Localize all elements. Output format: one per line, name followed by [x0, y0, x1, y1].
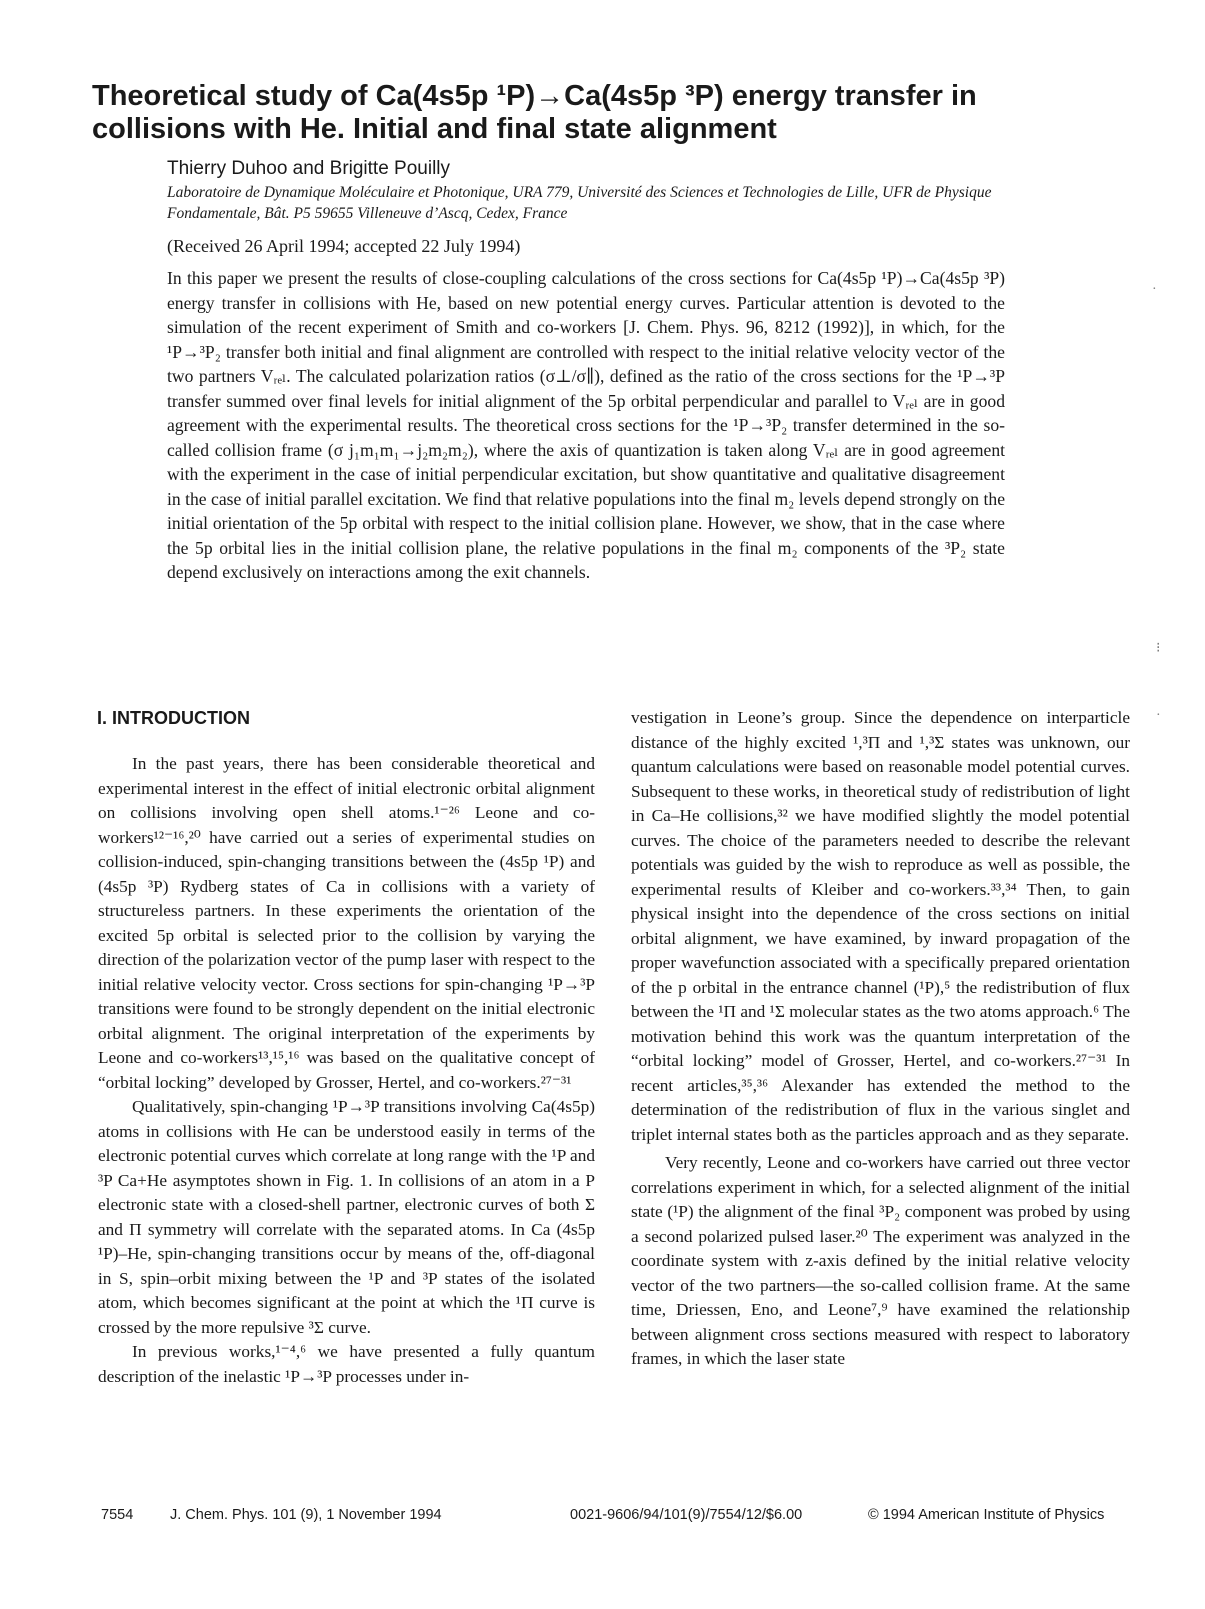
- scan-mark: ·: [1156, 708, 1161, 723]
- right-column: [631, 706, 1130, 1372]
- paragraph: vestigation in Leone’s group. Since the dependence on interparticle distance of the highly excited ¹,³Π and ¹,³Σ states was unknown, our quantum calculations were based on reasonable model potential curves. Subsequent to these works, in theoretical study of redistribution of light in Ca–He collisions,³² we have modified slightly the model potential curves. The choice of the parameters needed to describe the relevant potentials was guided by the wish to reproduce as well as possible, the experimental results of Kleiber and co-workers.³³,³⁴ Then, to gain physical insight into the dependence of the cross sections on initial orbital alignment, we have examined, by inward propagation of the proper wavefunction associated with a specifically prepared orientation of the p orbital in the entrance channel (¹P),⁵ the redistribution of flux between the ¹Π and ¹Σ molecular states as the two atoms approach.⁶ The motivation behind this work was the quantum interpretation of the “orbital locking” model of Grosser, Hertel, and co-workers.²⁷⁻³¹ In recent articles,³⁵,³⁶ Alexander has extended the method to the determination of the redistribution of flux in the various singlet and triplet internal states both as the particles approach and as they separate.: [631, 708, 1130, 1144]
- page-number: 7554: [101, 1507, 134, 1523]
- left-column: [98, 752, 595, 1389]
- authors: Thierry Duhoo and Brigitte Pouilly: [167, 158, 451, 179]
- section-heading: I. INTRODUCTION: [97, 708, 250, 728]
- scan-mark: ·: [1152, 282, 1157, 297]
- page-footer: [0, 1507, 1205, 1531]
- paragraph: In the past years, there has been considerable theoretical and experimental interest in the effect of initial electronic orbital alignment on collisions involving open shell atoms.¹⁻²⁶ Leone and co-workers¹²⁻¹⁶,²⁰ have carried out a series of experimental studies on collision-induced, spin-changing transitions between the (4s5p ¹P) and (4s5p ³P) Rydberg states of Ca in collisions with a variety of structureless partners. In these experiments the orientation of the excited 5p orbital is selected prior to the collision by varying the direction of the polarization vector of the pump laser with respect to the initial relative velocity vector. Cross sections for spin-changing ¹P→³P transitions were found to be strongly dependent on the initial electronic orbital alignment. The original interpretation of the experiments by Leone and co-workers¹³,¹⁵,¹⁶ was based on the qualitative concept of “orbital locking” developed by Grosser, Hertel, and co-workers.²⁷⁻³¹: [98, 754, 595, 1092]
- journal-citation: J. Chem. Phys. 101 (9), 1 November 1994: [170, 1507, 442, 1523]
- received-date: (Received 26 April 1994; accepted 22 July 1994): [167, 236, 521, 256]
- article-title: Theoretical study of Ca(4s5p ¹P)→Ca(4s5p ³P) energy transfer in collisions with He. Initial and final state alignment: [92, 80, 977, 145]
- article-code: 0021-9606/94/101(9)/7554/12/$6.00: [570, 1507, 803, 1523]
- paragraph: In previous works,¹⁻⁴,⁶ we have presented a fully quantum description of the inelastic ¹P→³P processes under in-: [98, 1342, 595, 1386]
- abstract: In this paper we present the results of close-coupling calculations of the cross sections for Ca(4s5p ¹P)→Ca(4s5p ³P) energy transfer in collisions with He, based on new potential energy curves. Particular attention is devoted to the simulation of the recent experiment of Smith and co-workers [J. Chem. Phys. 96, 8212 (1992)], in which, for the ¹P→³P₂ transfer both initial and final alignment are controlled with respect to the initial relative velocity vector of the two partners Vᵣₑₗ. The calculated polarization ratios (σ⊥/σ∥), defined as the ratio of the cross sections for the ¹P→³P transfer summed over final levels for initial alignment of the 5p orbital perpendicular and parallel to Vᵣₑₗ are in good agreement with the experimental results. The theoretical cross sections for the ¹P→³P₂ transfer determined in the so-called collision frame (σ j₁m₁m₁→j₂m₂m₂), where the axis of quantization is taken along Vᵣₑₗ are in good agreement with the experiment in the case of initial perpendicular excitation, but show quantitative and qualitative disagreement in the case of initial parallel excitation. We find that relative populations into the final m₂ levels depend strongly on the initial orientation of the 5p orbital with respect to the initial collision plane. However, we show, that in the case where the 5p orbital lies in the initial collision plane, the relative populations in the final m₂ components of the ³P₂ state depend exclusively on interactions among the exit channels.: [167, 268, 1005, 582]
- copyright: © 1994 American Institute of Physics: [868, 1507, 1105, 1523]
- affiliation: Laboratoire de Dynamique Moléculaire et Photonique, URA 779, Université des Sciences et Technologies de Lille, UFR de Physique Fondamentale, Bât. P5 59655 Villeneuve d’Ascq, Cedex, France: [167, 184, 992, 222]
- paragraph: Very recently, Leone and co-workers have carried out three vector correlations experiment in which, for a selected alignment of the initial state (¹P) the alignment of the final ³P₂ component was probed by using a second polarized pulsed laser.²⁰ The experiment was analyzed in the coordinate system with z-axis defined by the initial relative velocity vector of the two partners—the so-called collision frame. At the same time, Driessen, Eno, and Leone⁷,⁹ have examined the relationship between alignment cross sections measured with respect to laboratory frames, in which the laser state: [631, 1153, 1130, 1368]
- paragraph: Qualitatively, spin-changing ¹P→³P transitions involving Ca(4s5p) atoms in collisions with He can be understood easily in terms of the electronic potential curves which correlate at long range with the ¹P and ³P Ca+He asymptotes shown in Fig. 1. In collisions of an atom in a P electronic state with a closed-shell partner, electronic curves of both Σ and Π symmetry will correlate with the separated atoms. In Ca (4s5p ¹P)–He, spin-changing transitions occur by means of the, off-diagonal in S, spin–orbit mixing between the ¹P and ³P states of the isolated atom, which becomes significant at the point at which the ¹Π curve is crossed by the more repulsive ³Σ curve.: [98, 1097, 595, 1337]
- scan-mark: ⁝: [1156, 641, 1161, 656]
